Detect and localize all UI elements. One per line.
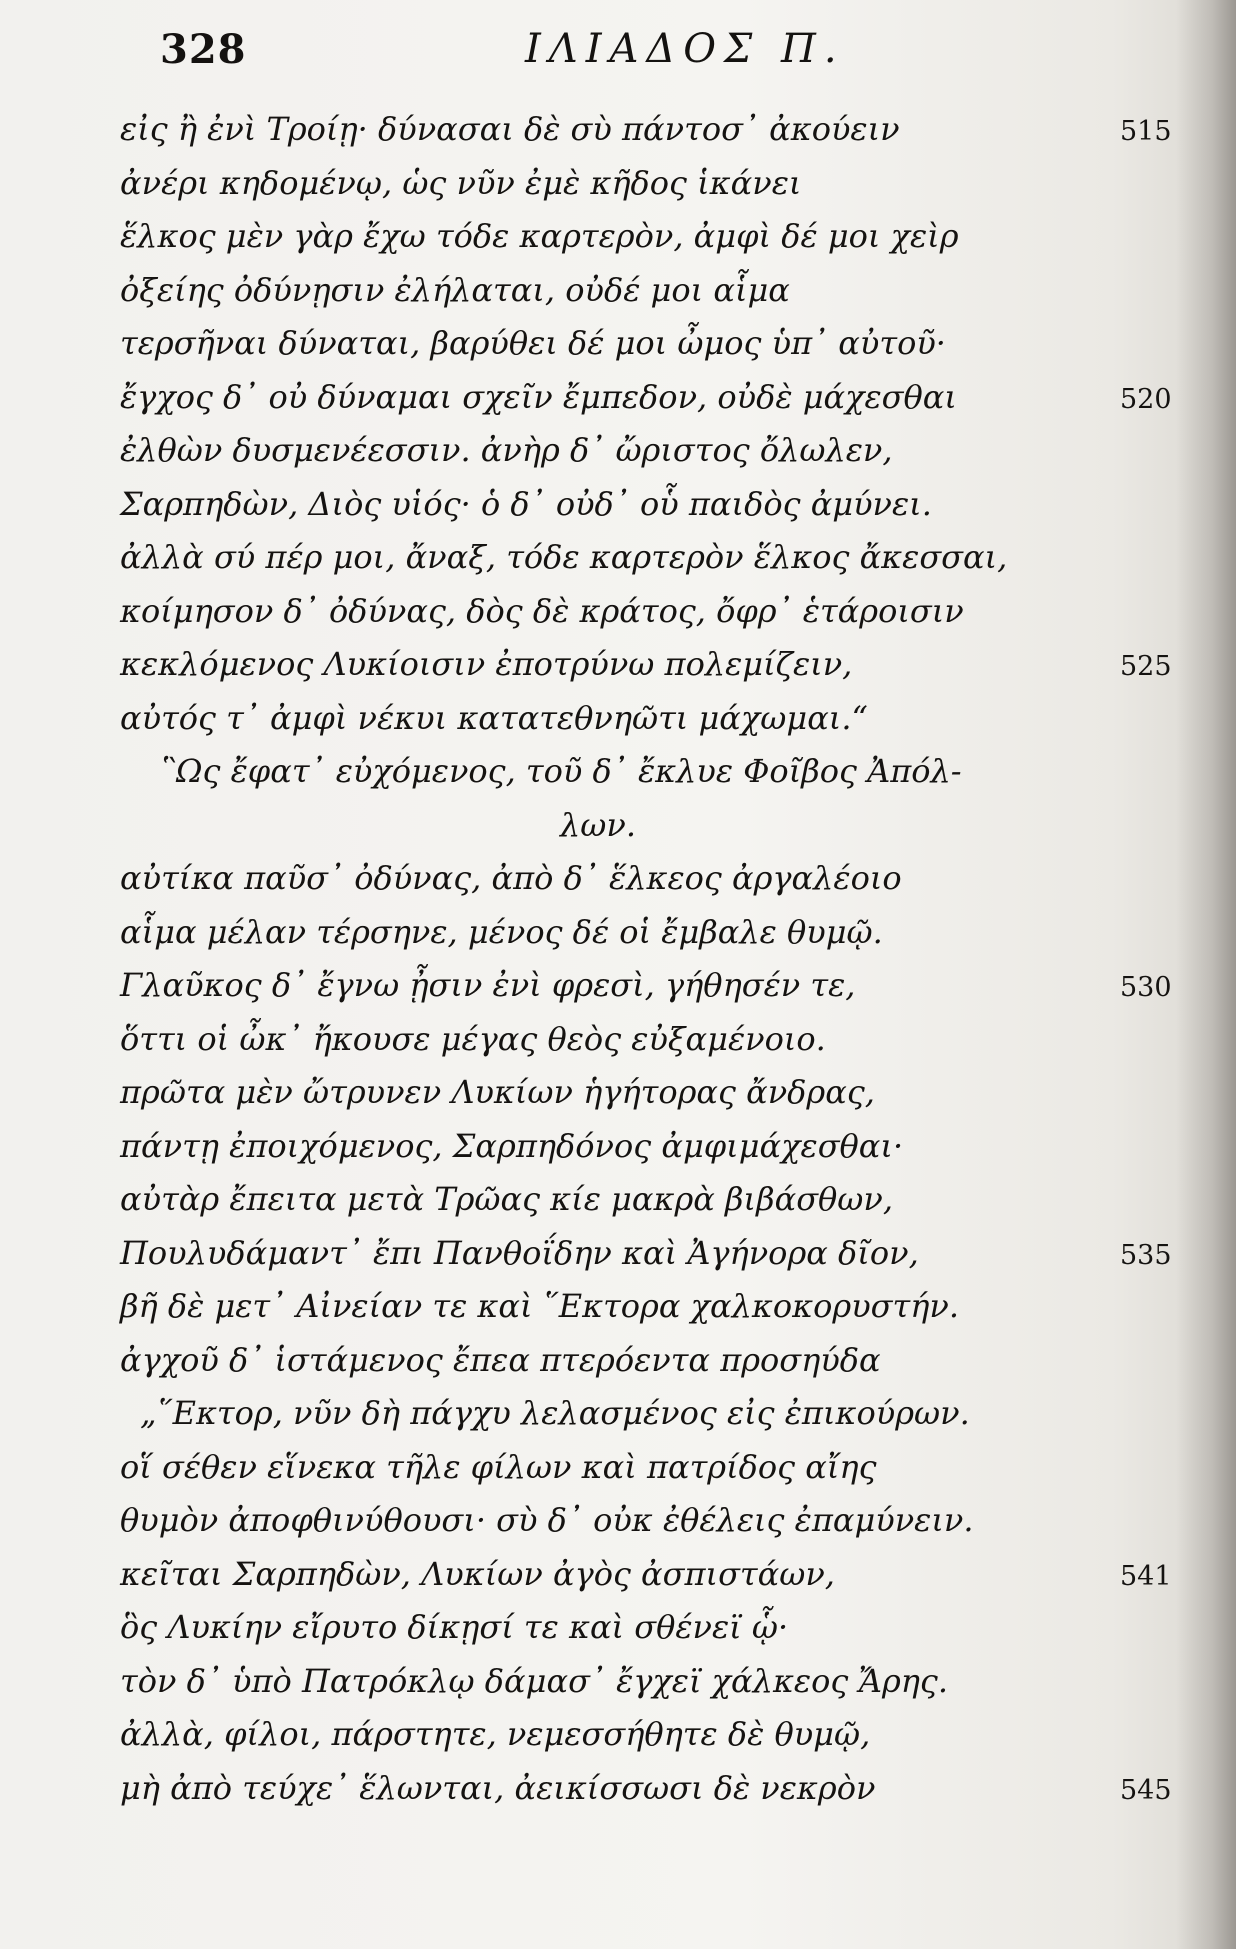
verse-text: ἀλλὰ σύ πέρ μοι, ἄναξ, τόδε καρτερὸν ἕλκος ἄκεσσαι, (120, 538, 1008, 576)
verse-text: μὴ ἀπὸ τεύχε᾽ ἕλωνται, ἀεικίσσωσι δὲ νεκρὸν (120, 1768, 876, 1807)
verse-line (120, 1173, 1200, 1227)
verse-text: τὸν δ᾽ ὑπὸ Πατρόκλῳ δάμασ᾽ ἔγχεϊ χάλκεος Ἄρης. (120, 1661, 949, 1700)
verse-text: ὀξείης ὀδύνῃσιν ἐλήλαται, οὐδέ μοι αἷμα (120, 270, 790, 309)
page-number: 328 (160, 26, 247, 73)
verse-line (120, 906, 1200, 960)
verse-text: θυμὸν ἀποφθινύθουσι· σὺ δ᾽ οὐκ ἐθέλεις ἐπαμύνειν. (120, 1501, 974, 1539)
line-number: 545 (1120, 1774, 1172, 1806)
verse-text: Γλαῦκος δ᾽ ἔγνω ᾖσιν ἐνὶ φρεσὶ, γήθησέν τε, (120, 966, 856, 1004)
verse-line (120, 1280, 1200, 1334)
verse-text: πάντῃ ἐποιχόμενος, Σαρπηδόνος ἀμφιμάχεσθαι· (120, 1126, 904, 1165)
verse-text: ἐλθὼν δυσμενέεσσιν. ἀνὴρ δ᾽ ὤριστος ὄλωλεν, (120, 431, 893, 469)
verse-line (120, 1227, 1200, 1281)
verse-line (120, 1655, 1200, 1709)
running-title: ΙΛΙΑΔΟΣ Π. (525, 26, 845, 72)
verse-text: αὐτίκα παῦσ᾽ ὀδύνας, ἀπὸ δ᾽ ἕλκεος ἀργαλέοιο (120, 859, 902, 897)
verse-line (120, 317, 1200, 371)
verse-line (120, 1441, 1200, 1495)
verse-line (120, 745, 1200, 799)
verse-text: βῆ δὲ μετ᾽ Αἰνείαν τε καὶ ῞Εκτορα χαλκοκορυστήν. (120, 1287, 960, 1325)
verse-text: ἀλλὰ, φίλοι, πάρστητε, νεμεσσήθητε δὲ θυμῷ, (120, 1715, 871, 1753)
verse-line (120, 1334, 1200, 1388)
verse-text: ἔγχος δ᾽ οὐ δύναμαι σχεῖν ἔμπεδον, οὐδὲ μάχεσθαι (120, 377, 957, 416)
verse-text: κοίμησον δ᾽ ὀδύνας, δὸς δὲ κράτος, ὄφρ᾽ ἑτάροισιν (120, 591, 964, 630)
line-number: 520 (1120, 383, 1172, 415)
line-number: 530 (1120, 972, 1172, 1003)
verse-text: „῞Εκτορ, νῦν δὴ πάγχυ λελασμένος εἰς ἐπικούρων. (140, 1394, 970, 1432)
verse-line (120, 1120, 1200, 1174)
verse-text: κεῖται Σαρπηδὼν, Λυκίων ἀγὸς ἀσπιστάων, (120, 1554, 835, 1593)
verse-line (120, 371, 1200, 425)
verse-line (120, 264, 1200, 318)
verse-line (120, 1708, 1200, 1762)
line-number: 515 (1120, 116, 1172, 147)
verse-line (120, 103, 1200, 157)
verse-text: ἀγχοῦ δ᾽ ἱστάμενος ἔπεα πτερόεντα προσηύδα (120, 1340, 881, 1379)
verse-text: αὐτός τ᾽ ἀμφὶ νέκυι κατατεθνηῶτι μάχωμαι.“ (120, 698, 868, 737)
verse-text: κεκλόμενος Λυκίοισιν ἐποτρύνω πολεμίζειν, (120, 645, 853, 683)
verse-line (120, 1013, 1200, 1067)
verse-line (120, 852, 1200, 906)
line-number: 535 (1120, 1239, 1172, 1271)
verse-text: ὅττι οἱ ὦκ᾽ ἤκουσε μέγας θεὸς εὐξαμένοιο. (120, 1019, 826, 1058)
verse-text: ἕλκος μὲν γὰρ ἔχω τόδε καρτερὸν, ἀμφὶ δέ μοι χεὶρ (120, 217, 959, 255)
verse-text: πρῶτα μὲν ὤτρυνεν Λυκίων ἡγήτορας ἄνδρας, (120, 1073, 875, 1111)
verse-line (120, 692, 1200, 746)
verse-text: Πουλυδάμαντ᾽ ἔπι Πανθοΐδην καὶ Ἀγήνορα δῖον, (120, 1233, 919, 1272)
verse-line (120, 157, 1200, 211)
verse-text: οἵ σέθεν εἵνεκα τῆλε φίλων καὶ πατρίδος αἴης (120, 1447, 877, 1486)
verse-text: αἷμα μέλαν τέρσηνε, μένος δέ οἱ ἔμβαλε θυμῷ. (120, 912, 883, 951)
verse-line (120, 585, 1200, 639)
verse-text: ῝Ως ἔφατ᾽ εὐχόμενος, τοῦ δ᾽ ἔκλυε Φοῖβος Ἀπόλ- (160, 752, 962, 790)
verse-block (120, 103, 1200, 1815)
verse-line (120, 959, 1200, 1013)
verse-line (120, 478, 1200, 532)
verse-text: αὐτὰρ ἔπειτα μετὰ Τρῶας κίε μακρὰ βιβάσθων, (120, 1180, 894, 1218)
verse-line (120, 799, 1200, 853)
verse-text: Σαρπηδὼν, Διὸς υἱός· ὁ δ᾽ οὐδ᾽ οὗ παιδὸς ἀμύνει. (120, 484, 932, 523)
verse-line (120, 1601, 1200, 1655)
verse-line (120, 1548, 1200, 1602)
verse-line (120, 531, 1200, 585)
verse-text: εἰς ἢ ἐνὶ Τροίῃ· δύνασαι δὲ σὺ πάντοσ᾽ ἀκούειν (120, 110, 900, 148)
verse-text: τερσῆναι δύναται, βαρύθει δέ μοι ὦμος ὑπ᾽ αὐτοῦ· (120, 324, 946, 362)
line-number: 541 (1120, 1560, 1172, 1592)
verse-line (120, 1066, 1200, 1120)
page-header (160, 22, 1160, 82)
verse-line (120, 424, 1200, 478)
verse-line (120, 1494, 1200, 1548)
verse-line (120, 1762, 1200, 1816)
verse-line (120, 638, 1200, 692)
verse-text: λων. (560, 805, 636, 844)
line-number: 525 (1120, 651, 1172, 682)
verse-text: ὃς Λυκίην εἴρυτο δίκῃσί τε καὶ σθένεϊ ᾧ· (120, 1608, 789, 1646)
verse-line (120, 1387, 1200, 1441)
verse-text: ἀνέρι κηδομένῳ, ὡς νῦν ἐμὲ κῆδος ἱκάνει (120, 163, 802, 202)
verse-line (120, 210, 1200, 264)
